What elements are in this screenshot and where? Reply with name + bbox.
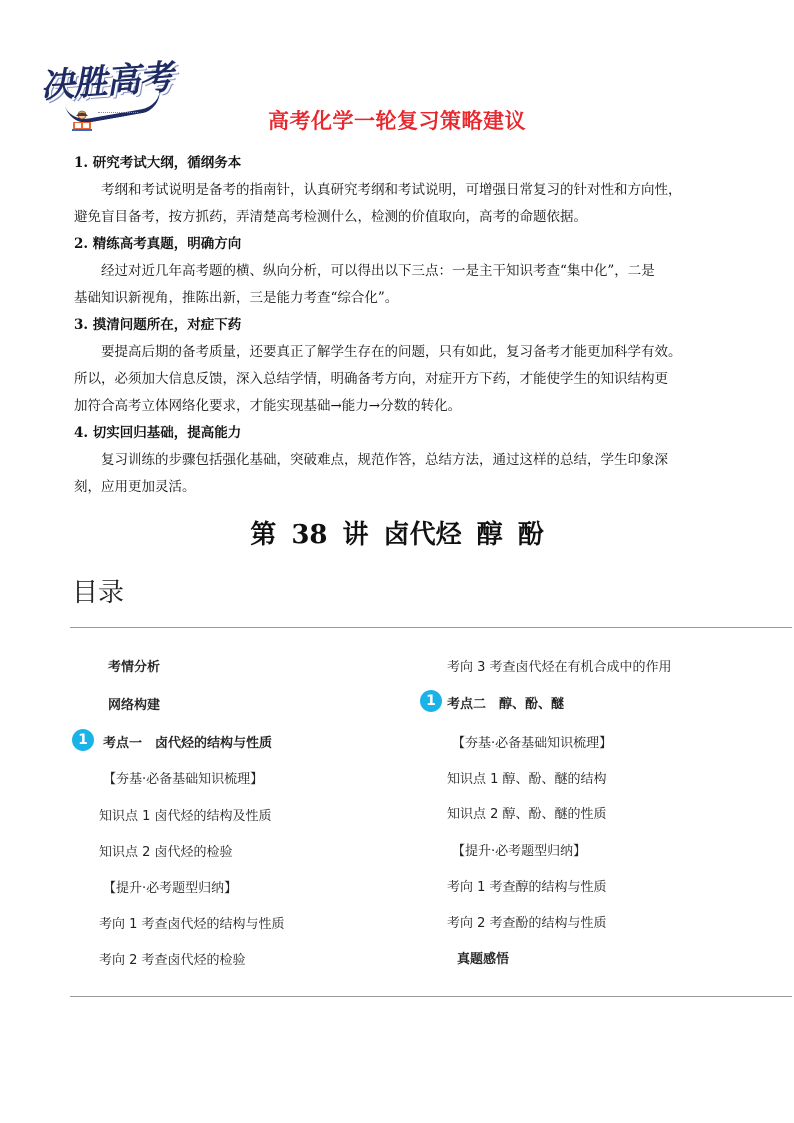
toc-link-exam-analysis[interactable]: 考情分析 [108,660,161,675]
toc-link-point-2-1[interactable]: 知识点 1 醇、酚、醚的结构 [447,772,607,787]
toc-link-network[interactable]: 网络构建 [108,698,161,713]
toc-link-direction-1-3[interactable]: 考向 3 考查卤代烃在有机合成中的作用 [447,660,672,675]
logo-text: 决胜高考 [39,57,174,107]
advice-line: 基础知识新视角，推陈出新，三是能力考查“综合化”。 [74,290,399,306]
toc-link-point-2-2[interactable]: 知识点 2 醇、酚、醚的性质 [447,807,607,822]
badge-icon: 1 [420,690,442,712]
lecture-title: 第 38 讲 卤代烃 醇 酚 [250,520,544,550]
toc-top-divider [70,627,792,628]
advice-line: 要提高后期的备考质量，还要真正了解学生存在的问题，只有如此，复习备考才能更加科学有效。 [101,344,682,360]
advice-line: 加符合高考立体网络化要求，才能实现基础→能力→分数的转化。 [74,398,462,414]
advice-line: 复习训练的步骤包括强化基础，突破难点，规范作答，总结方法，通过这样的总结，学生印象深 [101,452,668,468]
toc-link-basics-1[interactable]: 【夯基·必备基础知识梳理】 [103,772,264,787]
toc-link-improve-2[interactable]: 【提升·必考题型归纳】 [452,844,587,859]
toc-bottom-divider [70,996,792,997]
advice-section [74,150,724,501]
toc-link-direction-1-2[interactable]: 考向 2 考查卤代烃的检验 [99,953,246,968]
toc-link-direction-1-1[interactable]: 考向 1 考查卤代烃的结构与性质 [99,917,285,932]
advice-item [74,420,724,501]
toc-link-basics-2[interactable]: 【夯基·必备基础知识梳理】 [452,736,613,751]
toc-link-point-1-2[interactable]: 知识点 2 卤代烃的检验 [99,845,233,860]
advice-line: 经过对近几年高考题的横、纵向分析，可以得出以下三点：一是主干知识考查“集中化”，二是 [101,263,655,279]
advice-line: 刻，应用更加灵活。 [74,479,196,495]
toc-link-real-exam[interactable]: 真题感悟 [457,952,510,967]
advice-item [74,231,724,312]
advice-heading: 1. 研究考试大纲，循纲务本 [74,155,242,171]
advice-line: 考纲和考试说明是备考的指南针，认真研究考纲和考试说明，可增强日常复习的针对性和方向性， [101,182,682,198]
advice-item [74,150,724,231]
toc-link-topic-2[interactable]: 考点二 醇、酚、醚 [447,697,565,712]
advice-heading: 3. 摸清问题所在，对症下药 [74,317,242,333]
advice-heading: 4. 切实回归基础，提高能力 [74,425,242,441]
advice-line: 所以，必须加大信息反馈，深入总结学情，明确备考方向，对症开方下药，才能使学生的知识结构更 [74,371,668,387]
toc-link-direction-2-2[interactable]: 考向 2 考查酚的结构与性质 [447,916,607,931]
toc-link-improve-1[interactable]: 【提升·必考题型归纳】 [103,881,238,896]
main-title: 高考化学一轮复习策略建议 [268,109,526,133]
badge-icon: 1 [72,729,94,751]
advice-heading: 2. 精练高考真题，明确方向 [74,236,242,252]
toc-link-topic-1[interactable]: 考点一 卤代烃的结构与性质 [103,736,273,751]
toc-title: 目录 [72,578,125,608]
toc-link-point-1-1[interactable]: 知识点 1 卤代烃的结构及性质 [99,809,272,824]
toc-link-direction-2-1[interactable]: 考向 1 考查醇的结构与性质 [447,880,607,895]
advice-item [74,312,724,420]
advice-line: 避免盲目备考，按方抓药，弄清楚高考检测什么，检测的价值取向，高考的命题依据。 [74,209,587,225]
